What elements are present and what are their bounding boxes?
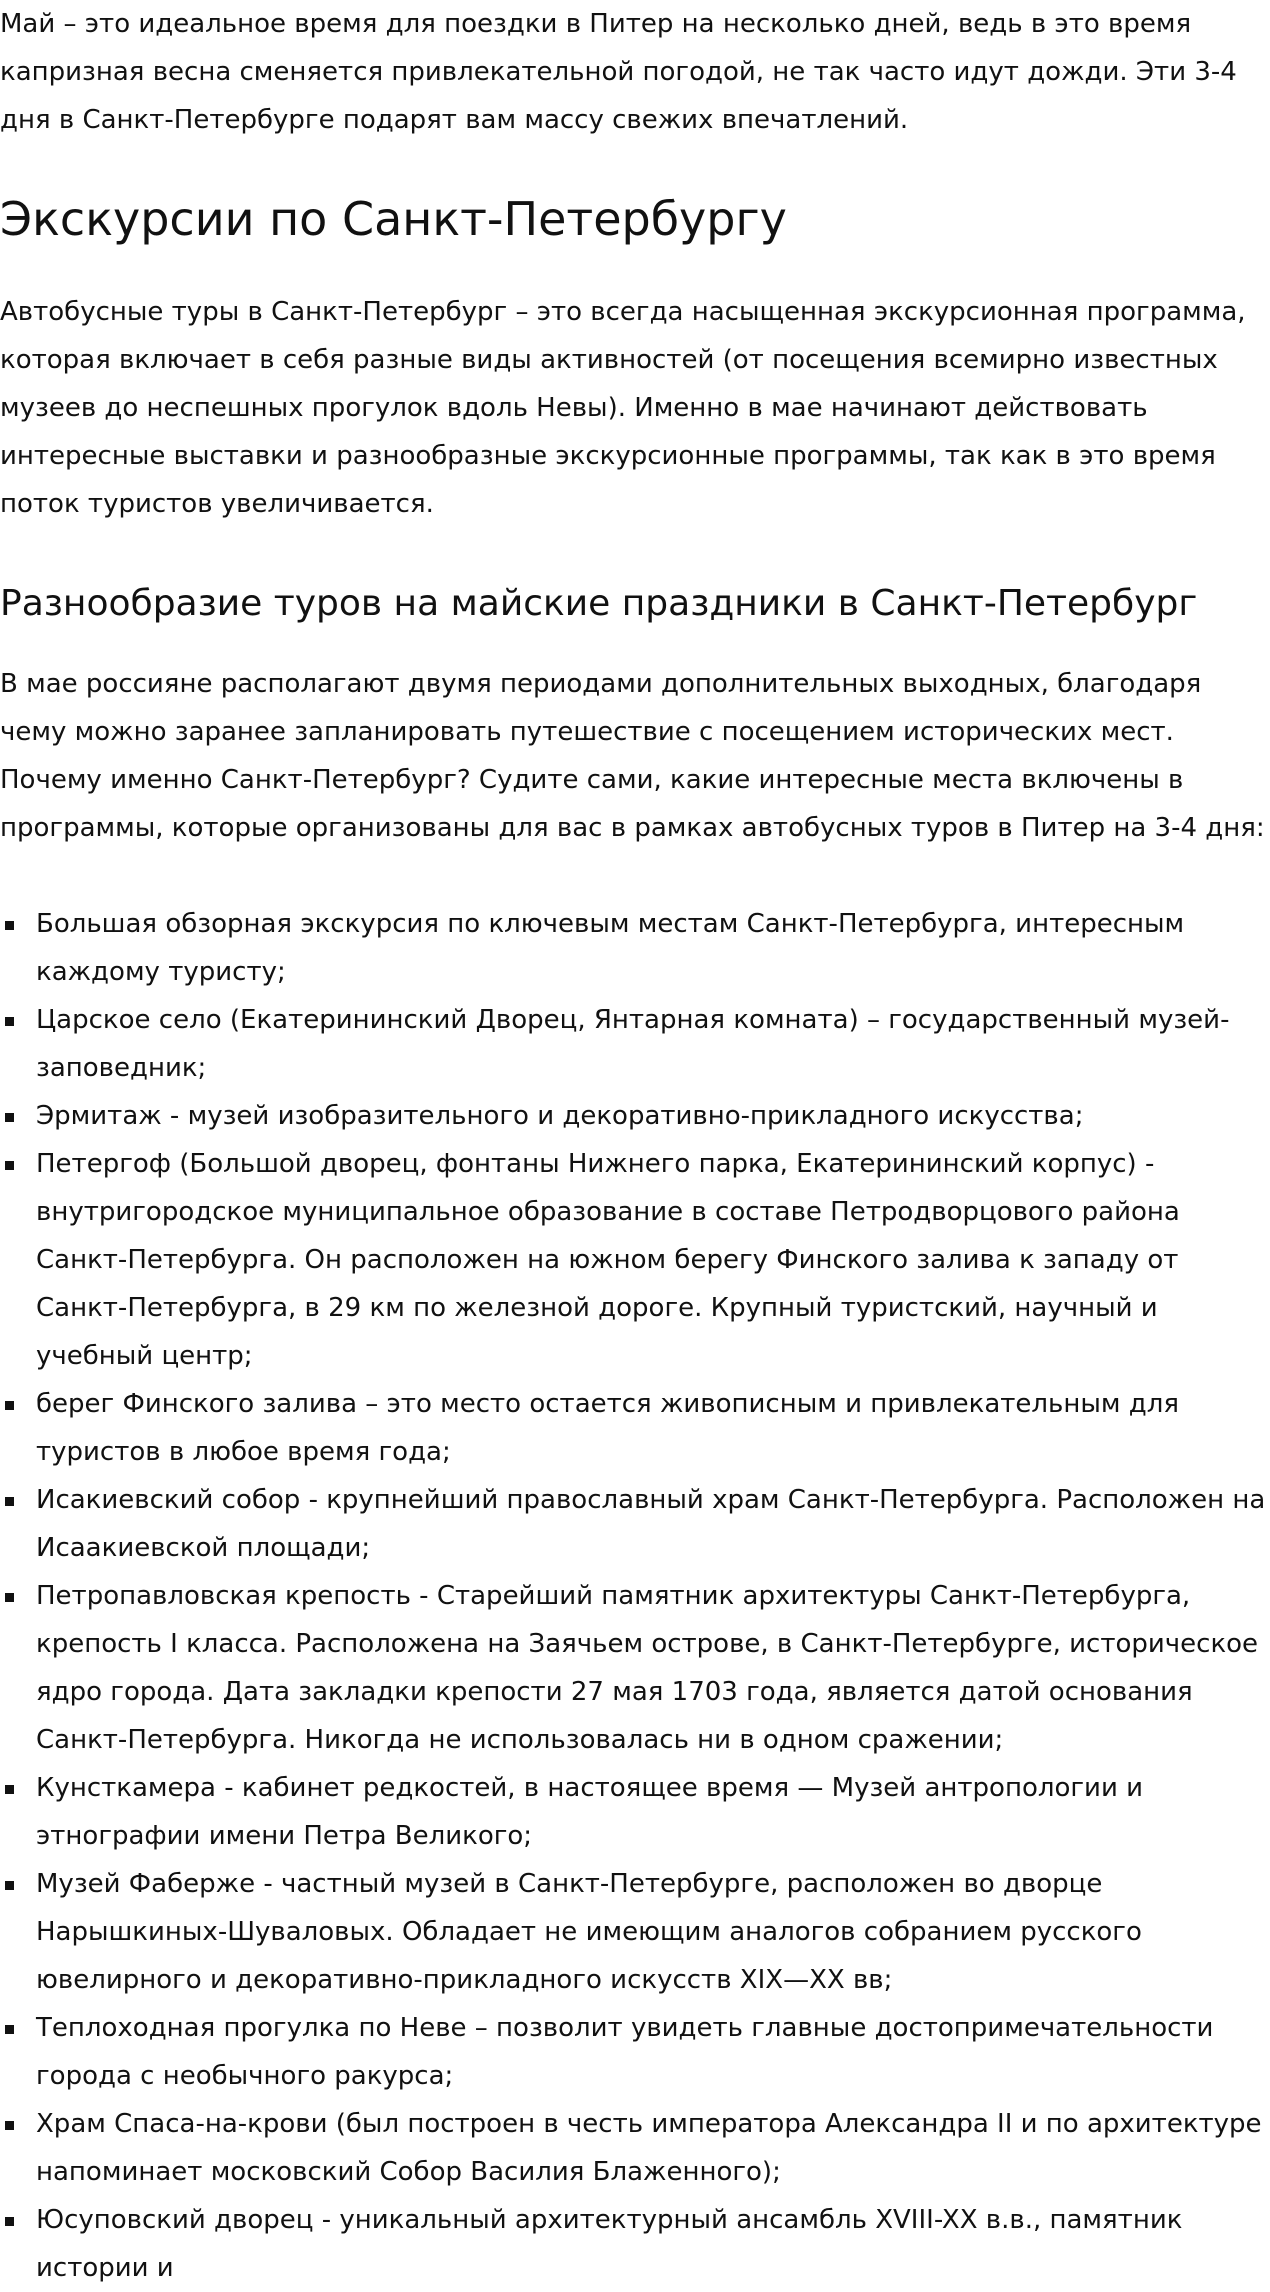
list-item-hermitage: Эрмитаж - музей изобразительного и декоративно-прикладного искусства;	[0, 1092, 1270, 1140]
list-item-tsarskoe-selo: Царское село (Екатерининский Дворец, Янтарная комната) – государственный музей-заповедник;	[0, 996, 1270, 1092]
list-item-kunstkamera: Кунсткамера - кабинет редкостей, в настоящее время — Музей антропологии и этнографии имени Петра Великого;	[0, 1764, 1270, 1860]
list-item-isaac-cathedral: Исакиевский собор - крупнейший православный храм Санкт-Петербурга. Расположен на Исаакиевской площади;	[0, 1476, 1270, 1572]
excursions-paragraph: Автобусные туры в Санкт-Петербург – это всегда насыщенная экскурсионная программа, которая включает в себя разные виды активностей (от посещения всемирно известных музеев до неспешных прогулок вдоль Невы). Именно в мае начинают действовать интересные выставки и разнообразные экскурсионные программы, так как в это время поток туристов увеличивается.	[0, 297, 1246, 519]
list-item-yusupov-palace: Юсуповский дворец - уникальный архитектурный ансамбль XVIII-XX в.в., памятник истории и	[0, 2196, 1270, 2292]
list-item-gulf-shore: берег Финского залива – это место остается живописным и привлекательным для туристов в любое время года;	[0, 1380, 1270, 1476]
list-item-faberge-museum: Музей Фаберже - частный музей в Санкт-Петербурге, расположен во дворце Нарышкиных-Шуваловых. Обладает не имеющим аналогов собранием русского ювелирного и декоративно-прикладного искусств XIX—XX вв;	[0, 1860, 1270, 2004]
list-item-overview-tour: Большая обзорная экскурсия по ключевым местам Санкт-Петербурга, интересным каждому туристу;	[0, 900, 1270, 996]
tour-variety-paragraph: В мае россияне располагают двумя периодами дополнительных выходных, благодаря чему можно заранее запланировать путешествие с посещением исторических мест. Почему именно Санкт-Петербург? Судите сами, какие интересные места включены в программы, которые организованы для вас в рамках автобусных туров в Питер на 3-4 дня:	[0, 669, 1265, 843]
list-item-peterhof: Петергоф (Большой дворец, фонтаны Нижнего парка, Екатерининский корпус) - внутригородское муниципальное образование в составе Петродворцового района Санкт-Петербурга. Он расположен на южном берегу Финского залива к западу от Санкт-Петербурга, в 29 км по железной дороге. Крупный туристский, научный и учебный центр;	[0, 1140, 1270, 1380]
attractions-list	[0, 900, 1270, 2292]
excursions-heading: Экскурсии по Санкт-Петербургу	[0, 192, 787, 246]
tour-variety-heading: Разнообразие туров на майские праздники в Санкт-Петербург	[0, 583, 1198, 624]
intro-paragraph: Май – это идеальное время для поездки в Питер на несколько дней, ведь в это время капризная весна сменяется привлекательной погодой, не так часто идут дожди. Эти 3-4 дня в Санкт-Петербурге подарят вам массу свежих впечатлений.	[0, 9, 1237, 135]
list-item-savior-on-blood: Храм Спаса-на-крови (был построен в честь императора Александра II и по архитектуре напоминает московский Собор Василия Блаженного);	[0, 2100, 1270, 2196]
list-item-neva-boat-trip: Теплоходная прогулка по Неве – позволит увидеть главные достопримечательности города с необычного ракурса;	[0, 2004, 1270, 2100]
list-item-peter-paul-fortress: Петропавловская крепость - Старейший памятник архитектуры Санкт-Петербурга, крепость I класса. Расположена на Заячьем острове, в Санкт-Петербурге, историческое ядро города. Дата закладки крепости 27 мая 1703 года, является датой основания Санкт-Петербурга. Никогда не использовалась ни в одном сражении;	[0, 1572, 1270, 1764]
